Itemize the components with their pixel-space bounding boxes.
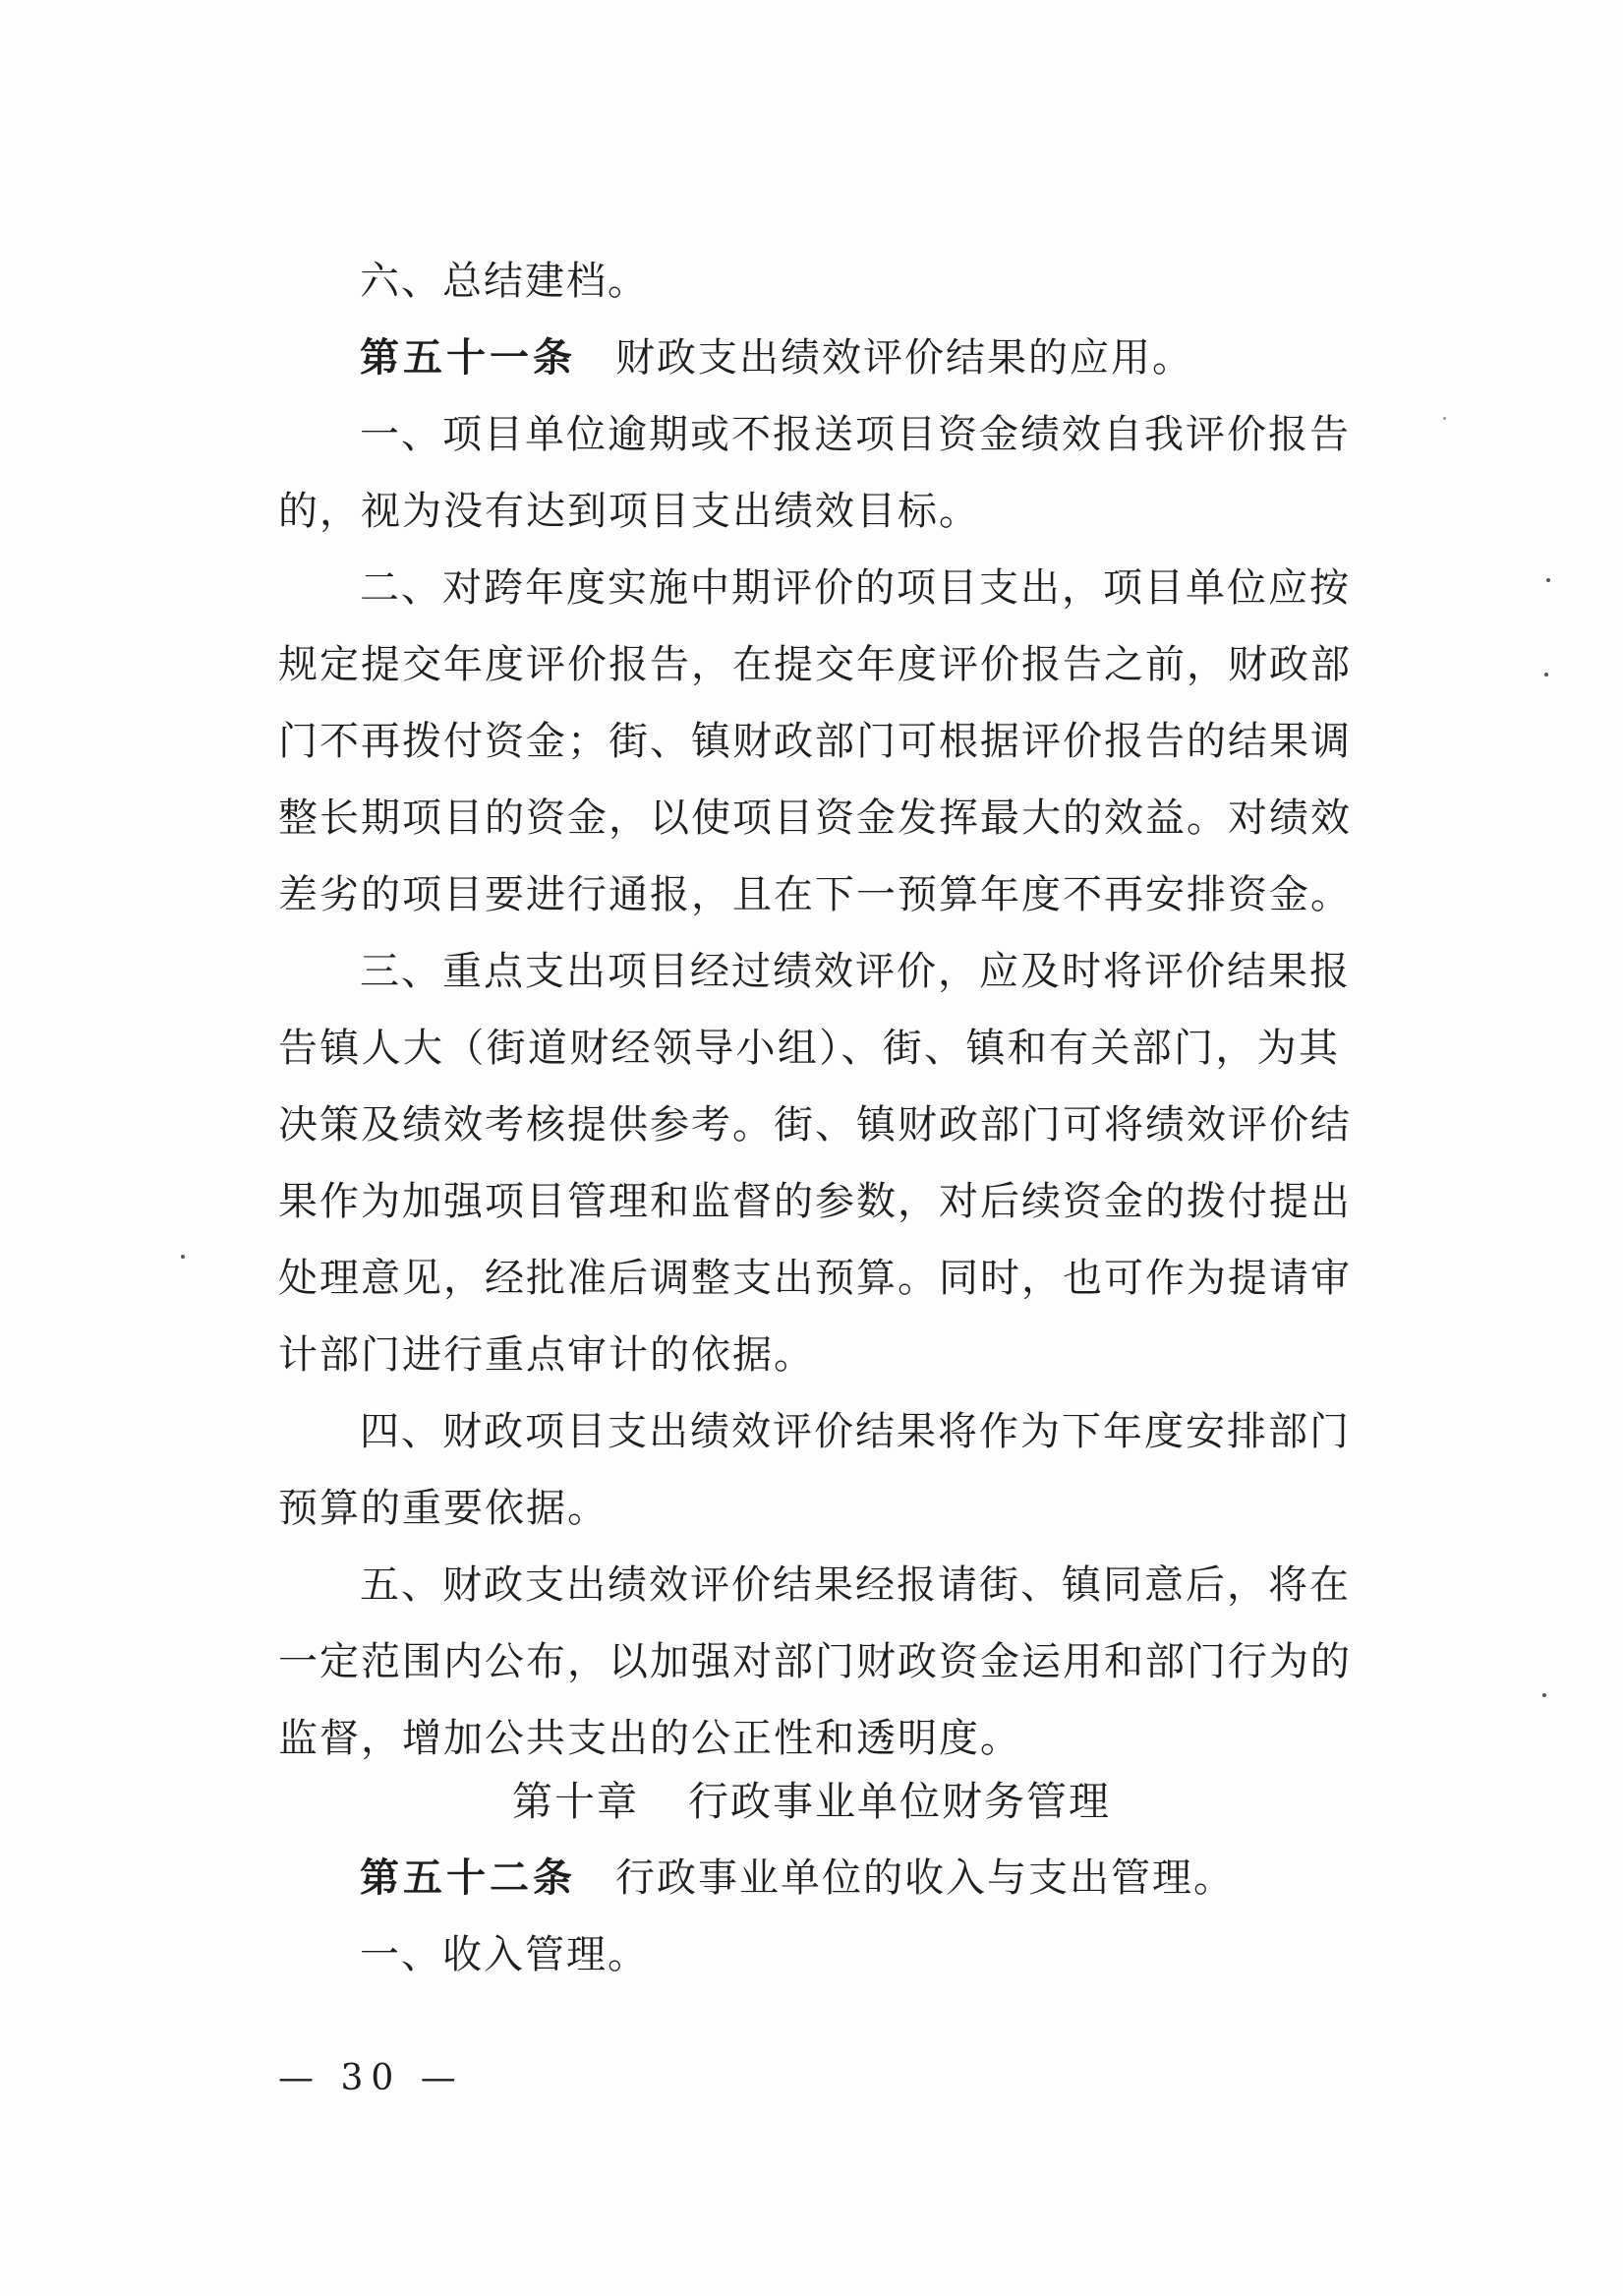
paragraph-line: 二、对跨年度实施中期评价的项目支出，项目单位应按 bbox=[360, 565, 1351, 611]
paragraph-line: 一、收入管理。 bbox=[360, 1932, 649, 1977]
paragraph-line: 一、项目单位逾期或不报送项目资金绩效自我评价报告 bbox=[360, 412, 1351, 457]
article-51-line bbox=[360, 334, 1340, 382]
scan-speck bbox=[1546, 578, 1550, 582]
article-title: 财政支出绩效评价结果的应用。 bbox=[615, 335, 1193, 381]
paragraph-line: 规定提交年度评价报告，在提交年度评价报告之前，财政部 bbox=[278, 642, 1352, 687]
article-heading: 第五十一条 bbox=[360, 334, 576, 381]
chapter-title: 行政事业单位财务管理 bbox=[688, 1778, 1111, 1825]
scan-speck bbox=[1542, 1693, 1546, 1697]
paragraph-line: 决策及绩效考核提供参考。街、镇财政部门可将绩效评价结 bbox=[278, 1102, 1352, 1148]
paragraph-line: 的，视为没有达到项目支出绩效目标。 bbox=[278, 489, 980, 534]
paragraph-line: 整长期项目的资金，以使项目资金发挥最大的效益。对绩效 bbox=[278, 795, 1352, 841]
paragraph-line: 四、财政项目支出绩效评价结果将作为下年度安排部门 bbox=[360, 1409, 1351, 1454]
article-52-line bbox=[360, 1854, 1340, 1902]
scan-speck bbox=[1443, 417, 1446, 420]
paragraph-line: 六、总结建档。 bbox=[360, 259, 649, 304]
paragraph-line: 果作为加强项目管理和监督的参数，对后续资金的拨付提出 bbox=[278, 1179, 1352, 1224]
paragraph-line: 差劣的项目要进行通报，且在下一预算年度不再安排资金。 bbox=[278, 872, 1352, 917]
paragraph-line: 三、重点支出项目经过绩效评价，应及时将评价结果报 bbox=[360, 949, 1351, 994]
paragraph-line: 五、财政支出绩效评价结果经报请街、镇同意后，将在 bbox=[360, 1562, 1351, 1608]
scan-speck bbox=[1544, 673, 1548, 677]
paragraph-line: 监督，增加公共支出的公正性和透明度。 bbox=[278, 1716, 1021, 1761]
chapter-number: 第十章 bbox=[512, 1778, 639, 1825]
paragraph-line: 计部门进行重点审计的依据。 bbox=[278, 1332, 815, 1378]
paragraph-line: 预算的重要依据。 bbox=[278, 1486, 609, 1531]
paragraph-line: 处理意见，经批准后调整支出预算。同时，也可作为提请审 bbox=[278, 1256, 1352, 1301]
page-number: — 30 — bbox=[278, 2058, 464, 2098]
paragraph-line: 一定范围内公布，以加强对部门财政资金运用和部门行为的 bbox=[278, 1639, 1352, 1684]
article-heading: 第五十二条 bbox=[360, 1854, 576, 1901]
scan-speck bbox=[181, 1255, 185, 1259]
article-title: 行政事业单位的收入与支出管理。 bbox=[615, 1855, 1235, 1901]
chapter-heading bbox=[0, 1778, 1623, 1825]
paragraph-line: 告镇人大（街道财经领导小组）、街、镇和有关部门，为其 bbox=[278, 1026, 1340, 1071]
paragraph-line: 门不再拨付资金；街、镇财政部门可根据评价报告的结果调 bbox=[278, 719, 1352, 764]
